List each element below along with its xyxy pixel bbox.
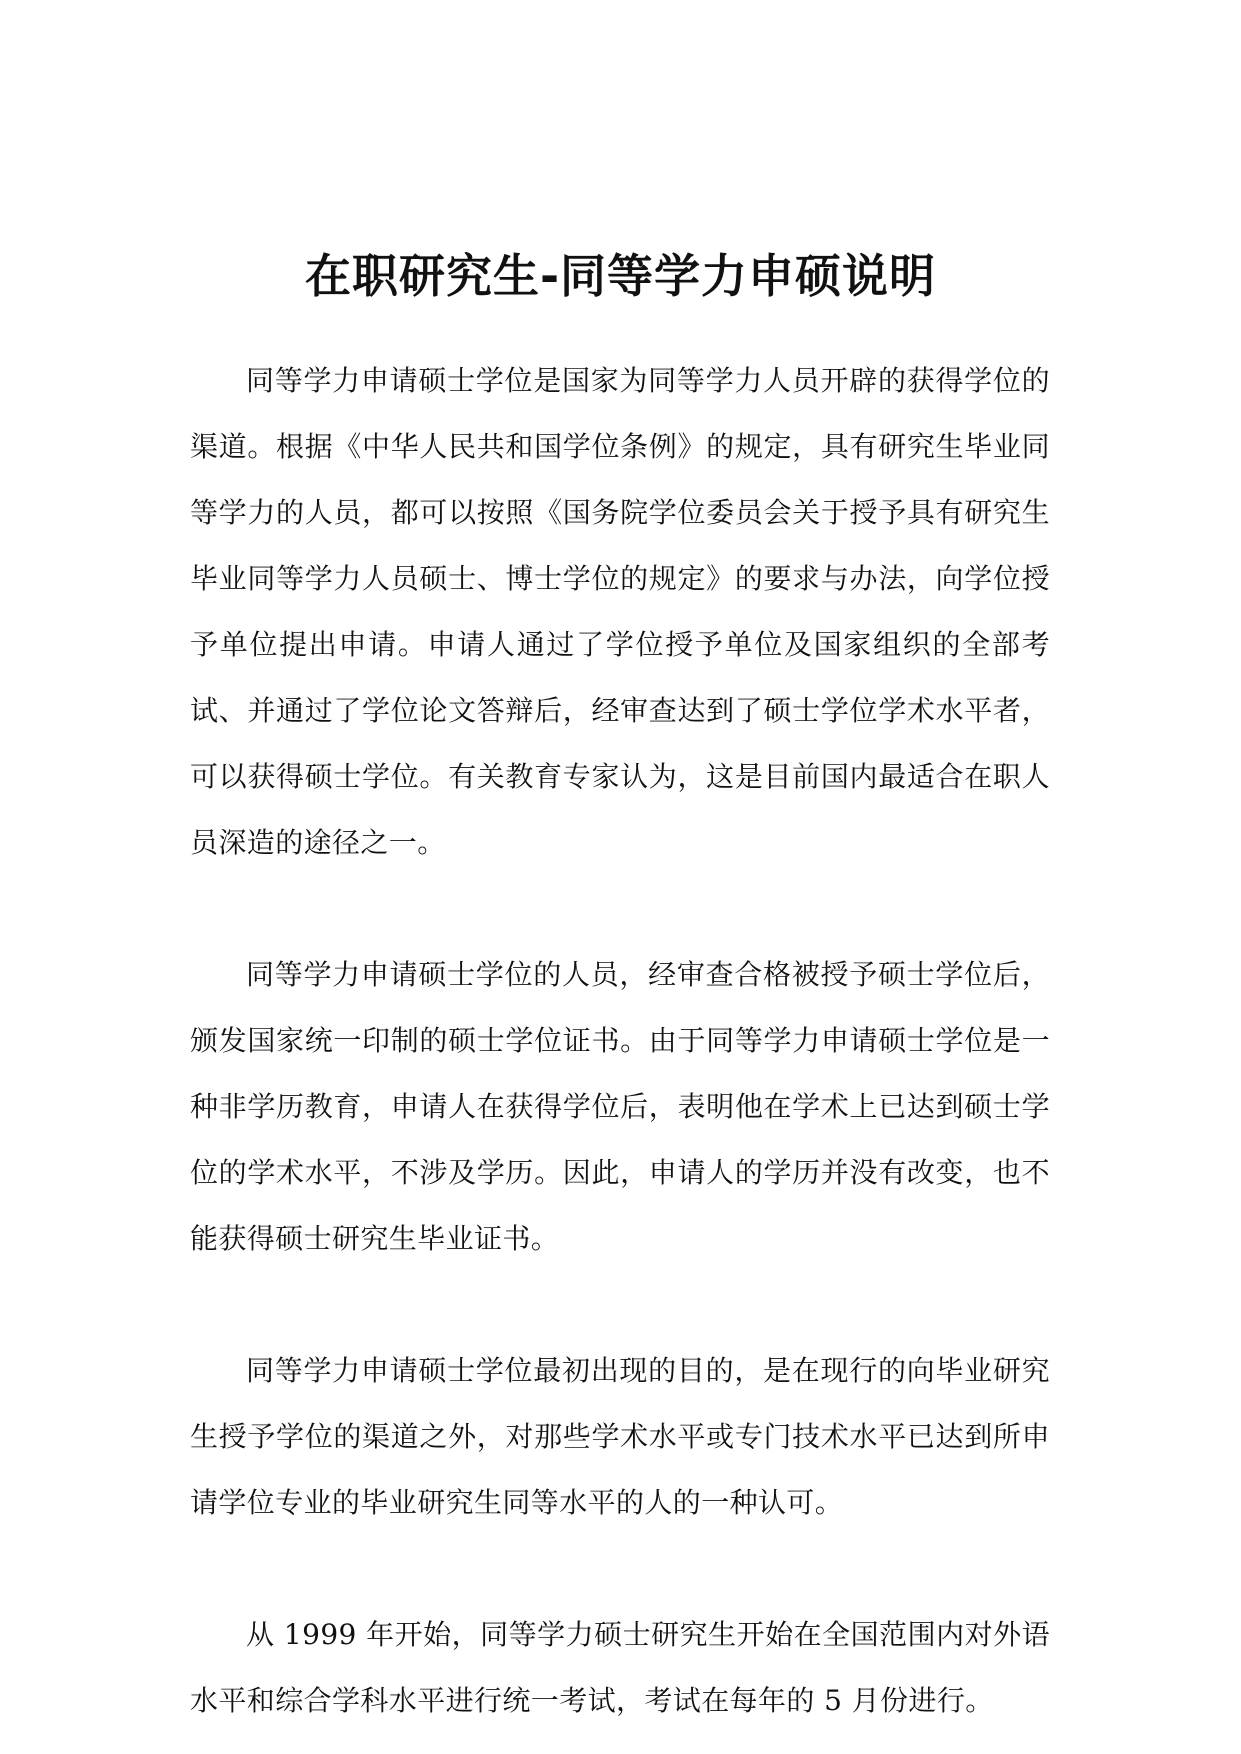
paragraph-1: 同等学力申请硕士学位是国家为同等学力人员开辟的获得学位的渠道。根据《中华人民共和国学位条例》的规定，具有研究生毕业同等学力的人员，都可以按照《国务院学位委员会关于授予具有研究生毕业同等学力人员硕士、博士学位的规定》的要求与办法，向学位授予单位提出申请。申请人通过了学位授予单位及国家组织的全部考试、并通过了学位论文答辩后，经审查达到了硕士学位学术水平者，可以获得硕士学位。有关教育专家认为，这是目前国内最适合在职人员深造的途径之一。 [190,364,1050,859]
paragraph-2: 同等学力申请硕士学位的人员，经审查合格被授予硕士学位后，颁发国家统一印制的硕士学位证书。由于同等学力申请硕士学位是一种非学历教育，申请人在获得学位后，表明他在学术上已达到硕士学位的学术水平，不涉及学历。因此，申请人的学历并没有改变，也不能获得硕士研究生毕业证书。 [190,958,1050,1255]
paragraph-3: 同等学力申请硕士学位最初出现的目的，是在现行的向毕业研究生授予学位的渠道之外，对那些学术水平或专门技术水平已达到所申请学位专业的毕业研究生同等水平的人的一种认可。 [190,1354,1050,1519]
document-body [190,348,1050,1734]
document-title: 在职研究生-同等学力申硕说明 [304,249,937,303]
paragraph-4: 从 1999 年开始，同等学力硕士研究生开始在全国范围内对外语水平和综合学科水平进行统一考试，考试在每年的 5 月份进行。 [190,1618,1050,1717]
